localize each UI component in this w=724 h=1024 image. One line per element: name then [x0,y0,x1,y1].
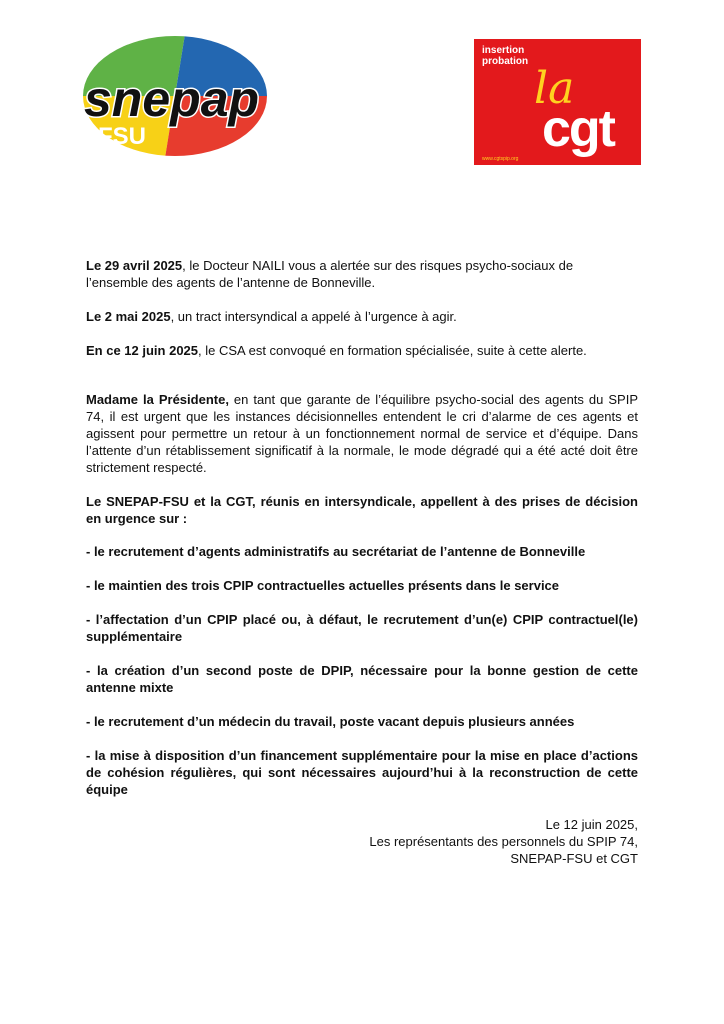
fsu-wordmark: FSU [98,123,146,150]
intro-block [86,257,638,291]
call-paragraph: Le SNEPAP-FSU et la CGT, réunis en intersyndicale, appellent à des prises de décision en urgence sur : [86,494,638,526]
address-paragraph: Madame la Présidente, en tant que garante de l’équilibre psycho-social des agents du SPIP 74, il est urgent que les instances décisionnelles entendent le cri d’alarme de ces agents et agissent pour permettre un retour à un fonctionnement normal de service et d’équipe. Dans l’attente d’un rétablissement significatif à la normale, le mode dégradé qui a été acté doit être strictement respecté. [86,392,638,475]
demand-item: - le recrutement d’agents administratifs au secrétariat de l’antenne de Bonneville [86,544,586,559]
intro-paragraph-2: Le 2 mai 2025, un tract intersyndical a appelé à l’urgence à agir. [86,309,457,324]
demand-item: - le maintien des trois CPIP contractuelles actuelles présents dans le service [86,578,560,593]
signature-block [369,816,638,867]
signature-date: Le 12 juin 2025, [545,817,638,832]
demand-item: - la mise à disposition d’un financement supplémentaire pour la mise en place d’actions de cohésion régulières, qui sont nécessaires aujourd’hui à la reconstruction de cette équipe [86,748,638,797]
cgt-tagline: insertion probation [482,45,529,67]
snepap-fsu-logo [80,34,270,158]
intro-paragraph-3: En ce 12 juin 2025, le CSA est convoqué en formation spécialisée, suite à cette alerte. [86,343,587,358]
cgt-logo [474,39,641,165]
cgt-url: www.cgtspip.org [482,156,519,162]
signature-line-2: Les représentants des personnels du SPIP 74, [369,834,638,849]
cgt-la-script: la [534,63,575,114]
snepap-wordmark: snepap [84,71,260,127]
demand-item: - l’affectation d’un CPIP placé ou, à défaut, le recrutement d’un(e) CPIP contractuel(le) supplémentaire [86,612,638,644]
demand-item: - le recrutement d’un médecin du travail, poste vacant depuis plusieurs années [86,714,575,729]
signature-line-3: SNEPAP-FSU et CGT [510,851,638,866]
intro-paragraph-1: Le 29 avril 2025, le Docteur NAILI vous a alertée sur des risques psycho-sociaux de l’ensemble des agents de l’antenne de Bonneville. [86,258,574,290]
cgt-wordmark: cgt [542,100,614,158]
demand-item: - la création d’un second poste de DPIP, nécessaire pour la bonne gestion de cette antenne mixte [86,663,638,695]
